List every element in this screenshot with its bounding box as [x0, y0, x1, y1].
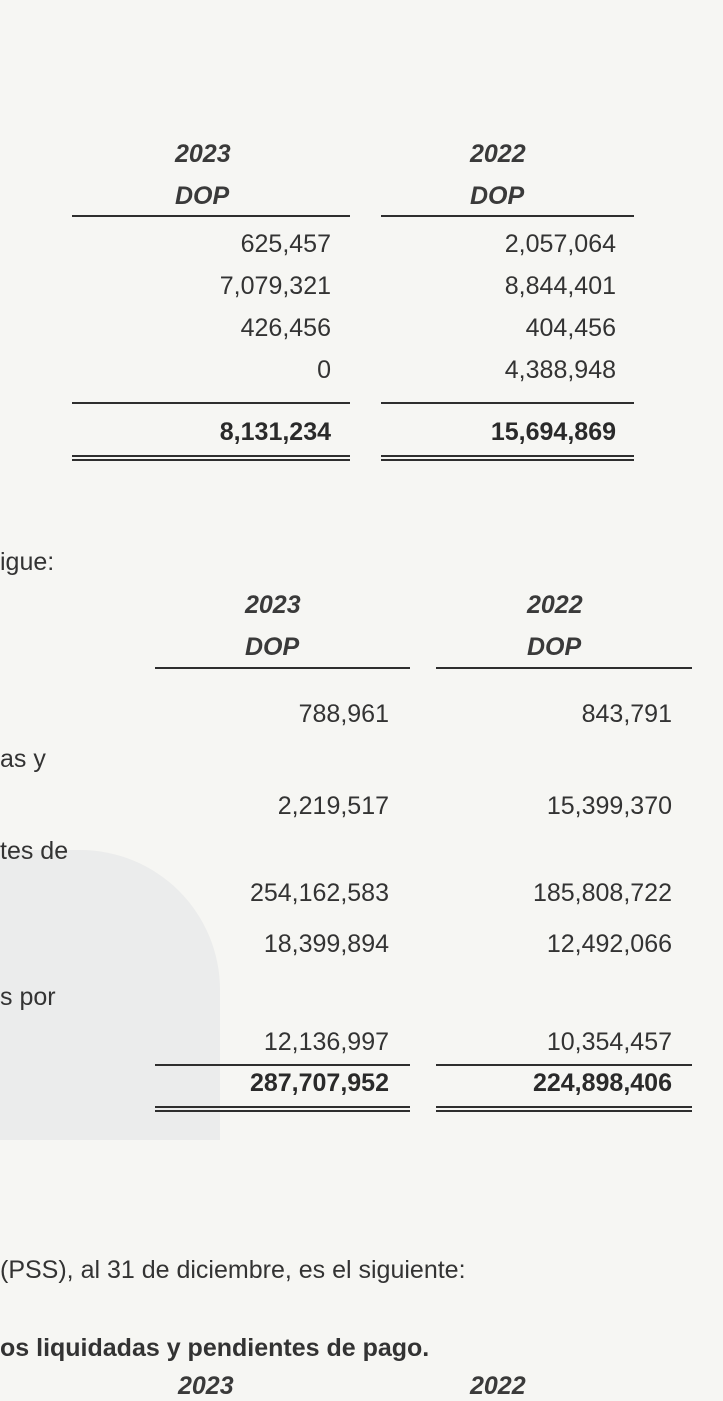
t2-subtotal-rule-2022 [436, 1064, 692, 1066]
t4-header-2023-year: 2023 [178, 1372, 234, 1400]
t1-header-2023-year: 2023 [175, 140, 231, 168]
t2-row1-2022: 843,791 [581, 700, 672, 728]
t2-total-double-rule-2023 [155, 1106, 410, 1112]
intro-text-2: igue: [0, 548, 55, 576]
t1-row1-2023: 625,457 [240, 230, 331, 258]
t1-row4-2023: 0 [317, 356, 331, 384]
t2-label-fragment-1: as y [0, 745, 46, 773]
paragraph-3: (PSS), al 31 de diciembre, es el siguiente: [0, 1256, 466, 1284]
t2-row3-2023: 254,162,583 [249, 879, 389, 907]
t2-header-rule-2023 [155, 667, 410, 669]
t2-subtotal-rule-2023 [155, 1064, 410, 1066]
t2-row4-2023: 18,399,894 [263, 930, 389, 958]
t2-row3-2022: 185,808,722 [532, 879, 672, 907]
t2-label-fragment-3: s por [0, 983, 56, 1011]
t1-row2-2022: 8,844,401 [504, 272, 616, 300]
t2-header-rule-2022 [436, 667, 692, 669]
t2-total-2023: 287,707,952 [249, 1069, 389, 1097]
t2-total-2022: 224,898,406 [532, 1069, 672, 1097]
t1-subtotal-rule-2023 [72, 402, 350, 404]
t2-row5-2023: 12,136,997 [263, 1028, 389, 1056]
t2-header-2023-currency: DOP [245, 633, 300, 661]
t1-row2-2023: 7,079,321 [219, 272, 331, 300]
t1-header-rule-2023 [72, 215, 350, 217]
t1-row3-2023: 426,456 [240, 314, 331, 342]
t1-row1-2022: 2,057,064 [504, 230, 616, 258]
t1-total-double-rule-2022 [381, 455, 634, 461]
t4-header-2022-year: 2022 [470, 1372, 526, 1400]
t1-total-2022: 15,694,869 [490, 418, 616, 446]
t2-row2-2022: 15,399,370 [546, 792, 672, 820]
t2-header-2022-currency: DOP [527, 633, 582, 661]
t1-header-rule-2022 [381, 215, 634, 217]
t1-header-2022-currency: DOP [470, 182, 525, 210]
t2-header-2022-year: 2022 [527, 591, 583, 619]
t1-header-2023-currency: DOP [175, 182, 230, 210]
t1-row3-2022: 404,456 [525, 314, 616, 342]
t1-row4-2022: 4,388,948 [504, 356, 616, 384]
t2-header-2023-year: 2023 [245, 591, 301, 619]
t1-subtotal-rule-2022 [381, 402, 634, 404]
t1-header-2022-year: 2022 [470, 140, 526, 168]
t2-total-double-rule-2022 [436, 1106, 692, 1112]
t1-total-double-rule-2023 [72, 455, 350, 461]
t1-total-2023: 8,131,234 [219, 418, 331, 446]
t2-row2-2023: 2,219,517 [277, 792, 389, 820]
t2-row4-2022: 12,492,066 [546, 930, 672, 958]
section-4-heading: os liquidadas y pendientes de pago. [0, 1334, 430, 1362]
t2-row5-2022: 10,354,457 [546, 1028, 672, 1056]
t2-row1-2023: 788,961 [298, 700, 389, 728]
t2-label-fragment-2: tes de [0, 837, 69, 865]
